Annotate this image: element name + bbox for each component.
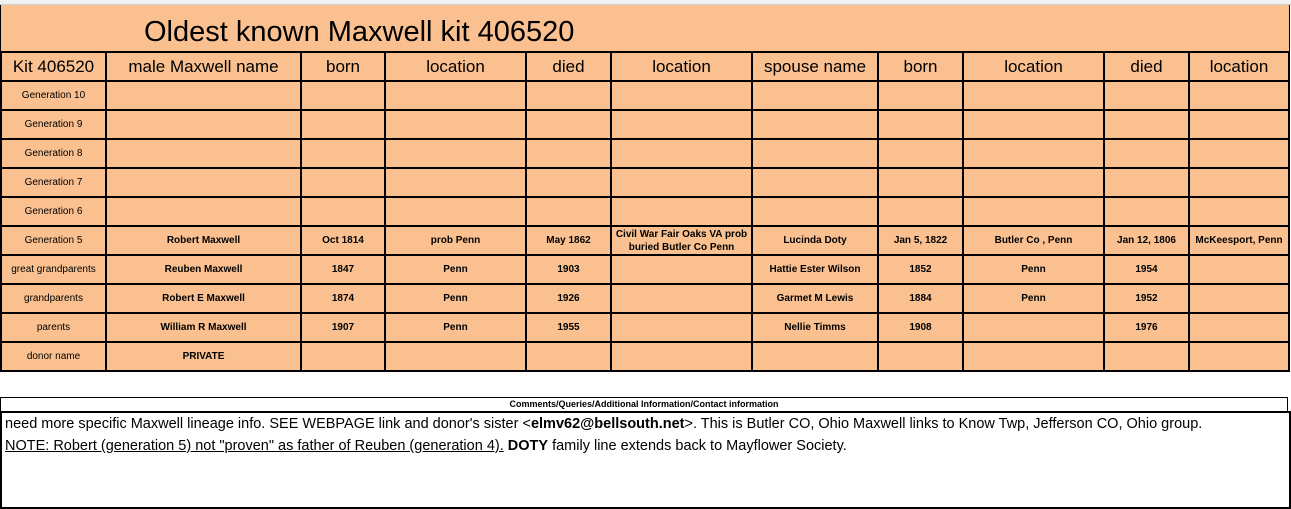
table-cell[interactable] [385, 110, 526, 139]
table-cell[interactable] [106, 110, 301, 139]
row-label[interactable]: parents [1, 313, 106, 342]
table-cell[interactable]: 1908 [878, 313, 963, 342]
row-label[interactable]: grandparents [1, 284, 106, 313]
row-label[interactable]: donor name [1, 342, 106, 371]
header-location[interactable]: location [611, 52, 752, 81]
table-cell[interactable] [963, 110, 1104, 139]
header-male-name[interactable]: male Maxwell name [106, 52, 301, 81]
table-cell[interactable] [752, 342, 878, 371]
table-cell[interactable] [963, 197, 1104, 226]
table-cell[interactable]: 1955 [526, 313, 611, 342]
table-cell[interactable] [611, 255, 752, 284]
table-cell[interactable]: 1884 [878, 284, 963, 313]
table-cell[interactable]: 1852 [878, 255, 963, 284]
table-cell[interactable]: prob Penn [385, 226, 526, 255]
table-row [1, 110, 1289, 139]
email-address: elmv62@bellsouth.net [530, 416, 685, 432]
table-cell[interactable]: 1926 [526, 284, 611, 313]
table-cell[interactable] [385, 342, 526, 371]
comments-text: >. This is Butler CO, Ohio Maxwell links to Know Twp, Jefferson CO, Ohio group. [684, 416, 1203, 432]
comments-header[interactable]: Comments/Queries/Additional Information/Contact information [0, 397, 1288, 412]
table-cell[interactable] [878, 197, 963, 226]
table-cell[interactable] [1104, 197, 1189, 226]
table-cell[interactable]: Nellie Timms [752, 313, 878, 342]
table-cell[interactable] [301, 81, 385, 110]
table-cell[interactable] [878, 81, 963, 110]
table-cell[interactable] [526, 342, 611, 371]
table-cell[interactable] [526, 139, 611, 168]
table-cell[interactable] [526, 110, 611, 139]
table-row [1, 313, 1289, 342]
table-cell[interactable] [611, 197, 752, 226]
header-spouse-location[interactable]: location [963, 52, 1104, 81]
table-cell[interactable] [301, 168, 385, 197]
table-cell[interactable] [526, 81, 611, 110]
table-cell[interactable] [963, 342, 1104, 371]
table-cell[interactable]: Penn [963, 284, 1104, 313]
table-cell[interactable] [1189, 139, 1289, 168]
table-cell[interactable] [1189, 110, 1289, 139]
note-text: NOTE: Robert (generation 5) not "proven" as father of Reuben (generation 4). [5, 438, 504, 454]
table-cell[interactable] [526, 168, 611, 197]
table-cell[interactable]: 1903 [526, 255, 611, 284]
table-cell[interactable] [385, 197, 526, 226]
table-cell[interactable] [1104, 110, 1189, 139]
table-cell[interactable] [301, 197, 385, 226]
row-label[interactable]: Generation 8 [1, 139, 106, 168]
table-cell[interactable]: 1976 [1104, 313, 1189, 342]
table-cell[interactable] [611, 81, 752, 110]
table-cell[interactable] [1189, 342, 1289, 371]
table-cell[interactable]: Penn [385, 313, 526, 342]
table-cell[interactable] [301, 110, 385, 139]
comments-text: family line extends back to Mayflower Society. [548, 438, 847, 454]
table-cell[interactable] [611, 313, 752, 342]
table-cell[interactable]: May 1862 [526, 226, 611, 255]
table-cell[interactable]: Lucinda Doty [752, 226, 878, 255]
lineage-table [0, 51, 1290, 372]
table-cell[interactable] [106, 197, 301, 226]
table-cell[interactable] [752, 197, 878, 226]
table-cell[interactable] [611, 139, 752, 168]
table-cell[interactable] [752, 81, 878, 110]
header-spouse-died[interactable]: died [1104, 52, 1189, 81]
table-row [1, 284, 1289, 313]
table-cell[interactable] [878, 168, 963, 197]
table-cell[interactable]: 1874 [301, 284, 385, 313]
table-cell[interactable]: McKeesport, Penn [1189, 226, 1289, 255]
table-cell[interactable] [1189, 284, 1289, 313]
table-cell[interactable] [752, 168, 878, 197]
table-cell[interactable] [878, 139, 963, 168]
table-cell[interactable] [1189, 313, 1289, 342]
table-cell[interactable] [963, 139, 1104, 168]
header-kit[interactable]: Kit 406520 [1, 52, 106, 81]
header-born[interactable]: born [301, 52, 385, 81]
title-row[interactable] [0, 5, 1290, 51]
table-cell[interactable] [611, 168, 752, 197]
table-cell[interactable] [1189, 168, 1289, 197]
table-cell[interactable]: Penn [963, 255, 1104, 284]
table-cell[interactable] [106, 168, 301, 197]
table-row [1, 81, 1289, 110]
doty-text: DOTY [507, 438, 549, 454]
table-cell[interactable]: Butler Co , Penn [963, 226, 1104, 255]
row-label[interactable]: Generation 5 [1, 226, 106, 255]
table-cell[interactable] [385, 168, 526, 197]
table-cell[interactable] [878, 342, 963, 371]
table-cell[interactable]: Oct 1814 [301, 226, 385, 255]
table-cell[interactable]: 1954 [1104, 255, 1189, 284]
table-cell[interactable] [301, 139, 385, 168]
table-cell[interactable] [1189, 197, 1289, 226]
table-cell[interactable]: Civil War Fair Oaks VA prob buried Butler Co Penn [611, 226, 752, 255]
table-cell[interactable] [963, 313, 1104, 342]
row-label[interactable]: Generation 6 [1, 197, 106, 226]
table-row [1, 255, 1289, 284]
table-cell[interactable]: Garmet M Lewis [752, 284, 878, 313]
row-label[interactable]: great grandparents [1, 255, 106, 284]
table-cell[interactable] [752, 139, 878, 168]
comments-cell[interactable] [0, 411, 1291, 509]
table-cell[interactable] [106, 139, 301, 168]
row-label[interactable]: Generation 10 [1, 81, 106, 110]
table-cell[interactable] [611, 342, 752, 371]
comments-line-1 [5, 413, 1289, 435]
table-cell[interactable] [611, 284, 752, 313]
row-label[interactable]: Generation 7 [1, 168, 106, 197]
comments-line-2 [5, 435, 1289, 457]
table-cell[interactable] [1104, 342, 1189, 371]
table-cell[interactable] [385, 139, 526, 168]
table-row [1, 139, 1289, 168]
table-cell[interactable]: 1952 [1104, 284, 1189, 313]
table-cell[interactable] [878, 110, 963, 139]
table-cell[interactable]: William R Maxwell [106, 313, 301, 342]
table-cell[interactable]: PRIVATE [106, 342, 301, 371]
table-cell[interactable] [1189, 255, 1289, 284]
table-cell[interactable] [1104, 81, 1189, 110]
header-spouse-location[interactable]: location [1189, 52, 1289, 81]
table-cell[interactable]: 1847 [301, 255, 385, 284]
table-cell[interactable]: Jan 12, 1806 [1104, 226, 1189, 255]
header-location[interactable]: location [385, 52, 526, 81]
table-cell[interactable]: 1907 [301, 313, 385, 342]
table-cell[interactable] [526, 197, 611, 226]
header-died[interactable]: died [526, 52, 611, 81]
table-cell[interactable] [1104, 139, 1189, 168]
table-cell[interactable] [1104, 168, 1189, 197]
table-cell[interactable] [1189, 81, 1289, 110]
table-cell[interactable]: Robert E Maxwell [106, 284, 301, 313]
table-cell[interactable] [752, 110, 878, 139]
header-row [1, 52, 1289, 81]
table-cell[interactable] [963, 81, 1104, 110]
header-spouse-name[interactable]: spouse name [752, 52, 878, 81]
table-row [1, 168, 1289, 197]
table-cell[interactable] [963, 168, 1104, 197]
table-cell[interactable]: Robert Maxwell [106, 226, 301, 255]
header-spouse-born[interactable]: born [878, 52, 963, 81]
table-row [1, 342, 1289, 371]
sheet-title: Oldest known Maxwell kit 406520 [144, 16, 575, 48]
table-cell[interactable]: Hattie Ester Wilson [752, 255, 878, 284]
table-cell[interactable] [611, 110, 752, 139]
table-cell[interactable]: Penn [385, 255, 526, 284]
table-cell[interactable] [106, 81, 301, 110]
table-cell[interactable]: Jan 5, 1822 [878, 226, 963, 255]
table-cell[interactable]: Reuben Maxwell [106, 255, 301, 284]
comments-text: need more specific Maxwell lineage info. SEE WEBPAGE link and donor's sister < [5, 416, 531, 432]
table-row [1, 226, 1289, 255]
table-cell[interactable] [301, 342, 385, 371]
table-row [1, 197, 1289, 226]
row-label[interactable]: Generation 9 [1, 110, 106, 139]
table-cell[interactable]: Penn [385, 284, 526, 313]
table-cell[interactable] [385, 81, 526, 110]
